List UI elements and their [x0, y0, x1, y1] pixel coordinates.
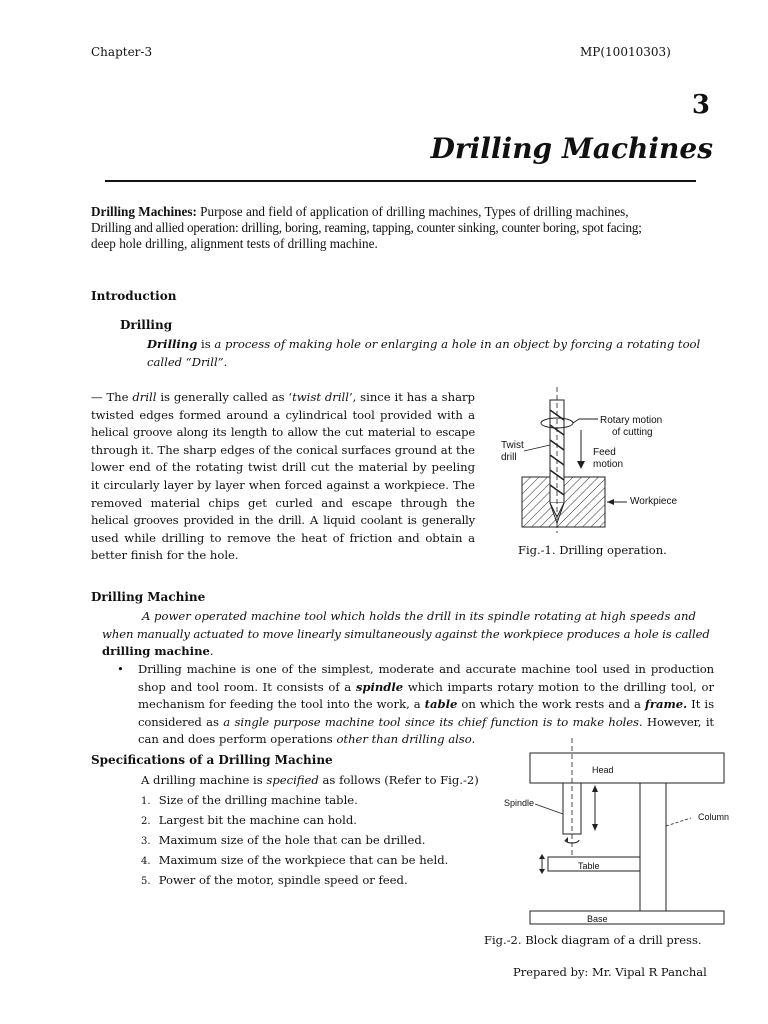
- fig1-caption: Fig.-1. Drilling operation.: [518, 543, 667, 557]
- fig1-label-twist-1: Twist: [501, 440, 524, 451]
- spec-item-text: Maximum size of the hole that can be drilled.: [158, 833, 426, 847]
- dm-def-line2: when manually actuated to move linearly simultaneously against the workpiece produces a hole is called: [102, 626, 710, 641]
- twist-drill-paragraph: [91, 389, 475, 565]
- bullet-bold: spindle: [355, 679, 404, 694]
- fig1-label-feed-1: Feed: [593, 447, 616, 458]
- para-text: ’, since it has a sharp: [348, 390, 475, 404]
- bullet-text: mechanism for feeding the tool into the work, a: [138, 697, 421, 712]
- dm-def-line1: A power operated machine tool which holds the drill in its spindle rotating at high speeds and: [142, 609, 696, 623]
- drilling-subheading: Drilling: [120, 318, 173, 332]
- spec-item: [141, 871, 448, 891]
- para-text: is generally called as ‘: [160, 390, 293, 404]
- spec-item-number: 4.: [141, 856, 151, 867]
- head-block: [530, 753, 724, 783]
- introduction-heading: Introduction: [91, 289, 177, 303]
- fig2-caption: Fig.-2. Block diagram of a drill press.: [484, 933, 702, 947]
- para-italic: drill: [132, 390, 157, 404]
- bullet-bold: table: [424, 697, 458, 712]
- spec-item: [141, 851, 448, 871]
- para-line: helical groove along its length to allow the cut material to escape: [91, 425, 475, 440]
- dm-def-end: .: [209, 644, 214, 659]
- bullet-line1: Drilling machine is one of the simplest, moderate and accurate machine tool used in production: [138, 662, 714, 676]
- fig1-label-twist-2: drill: [501, 452, 517, 463]
- column-block: [640, 783, 666, 915]
- spec-intro-italic: specified: [266, 773, 319, 787]
- spec-intro-text: as follows (Refer to Fig.-2): [322, 773, 479, 787]
- running-header-right: MP(10010303): [580, 45, 671, 59]
- para-line: used while drilling to remove the heat of friction and obtain a: [91, 530, 475, 545]
- para-line: helical grooves provided in the drill. A liquid coolant is generally: [91, 513, 475, 528]
- bullet-text: It is: [691, 697, 715, 712]
- fig1-label-rotary-1: Rotary motion: [600, 415, 663, 426]
- syllabus-line2: Drilling and allied operation: drilling, boring, reaming, tapping, counter sinking, counter boring, spot facing;: [91, 220, 642, 235]
- para-line: better finish for the hole.: [91, 548, 239, 563]
- syllabus: [91, 204, 681, 252]
- fig2-drill-press-diagram: [495, 738, 735, 930]
- specifications-intro: [141, 772, 479, 790]
- bullet-text: considered as: [138, 714, 219, 729]
- bullet-dot: •: [117, 662, 124, 676]
- drilling-machine-definition: [102, 608, 714, 661]
- prepared-by-footer: Prepared by: Mr. Vipal R Panchal: [513, 965, 707, 979]
- spec-item-text: Size of the drilling machine table.: [158, 793, 358, 807]
- specifications-list: [141, 791, 448, 891]
- bullet-text: can and does perform operations: [138, 732, 333, 747]
- chapter-title: Drilling Machines: [430, 132, 713, 165]
- spec-item: [141, 791, 448, 811]
- spec-item: [141, 811, 448, 831]
- definition-line1: a process of making hole or enlarging a hole in an object by forcing a rotating tool: [214, 337, 701, 351]
- bullet-bold: frame.: [644, 697, 688, 712]
- base-block: [530, 911, 724, 924]
- spec-intro-text: A drilling machine is: [141, 773, 263, 787]
- fig2-label-table: Table: [578, 861, 600, 871]
- para-line: lower end of the rotating twist drill cut the material by peeling: [91, 460, 475, 475]
- spec-item: [141, 831, 448, 851]
- spec-item-number: 5.: [141, 876, 151, 887]
- spec-item-number: 1.: [141, 796, 151, 807]
- chapter-number: 3: [691, 90, 710, 120]
- spec-item-text: Power of the motor, spindle speed or feed.: [158, 873, 408, 887]
- drilling-machine-bullet: [138, 661, 714, 749]
- spec-item-text: Maximum size of the workpiece that can be held.: [158, 853, 449, 867]
- bullet-text: which imparts rotary motion to the drilling tool, or: [407, 679, 714, 694]
- fig1-label-workpiece: Workpiece: [630, 496, 678, 507]
- fig1-label-feed-2: motion: [593, 459, 624, 470]
- definition-line2: called “Drill”.: [147, 354, 228, 369]
- fig2-label-base: Base: [587, 914, 608, 924]
- fig2-label-spindle: Spindle: [504, 798, 535, 808]
- syllabus-line3: deep hole drilling, alignment tests of drilling machine.: [91, 236, 378, 251]
- running-header-left: Chapter-3: [91, 45, 153, 59]
- fig1-label-rotary-2: of cutting: [612, 427, 653, 438]
- fig2-label-head: Head: [592, 765, 614, 775]
- para-line: removed material chips get curled and escape through the: [91, 495, 475, 510]
- para-line: twisted edges formed around a cylindrical tool provided with a: [91, 407, 475, 422]
- spec-item-number: 2.: [141, 816, 151, 827]
- para-line: through it. The sharp edges of the conical surfaces ground at the: [91, 442, 475, 457]
- specifications-heading: Specifications of a Drilling Machine: [91, 753, 333, 767]
- para-line: it circularly layer by layer when forced against a workpiece. The: [91, 477, 475, 492]
- spec-item-number: 3.: [141, 836, 151, 847]
- definition-is: is: [201, 337, 211, 351]
- bullet-text: However, it: [646, 714, 714, 729]
- drilling-machine-heading: Drilling Machine: [91, 590, 206, 604]
- fig2-label-column: Column: [698, 812, 730, 822]
- bullet-text: shop and tool room. It consists of a: [138, 679, 352, 694]
- definition-term: Drilling: [147, 337, 198, 351]
- bullet-text: on which the work rests and a: [461, 697, 641, 712]
- syllabus-line1: Purpose and field of application of drilling machines, Types of drilling machines,: [200, 204, 629, 219]
- spec-item-text: Largest bit the machine can hold.: [158, 813, 357, 827]
- bullet-italic: other than drilling also.: [336, 732, 476, 747]
- dm-def-term: drilling machine: [102, 644, 210, 659]
- title-rule: [105, 180, 696, 182]
- syllabus-label: Drilling Machines:: [91, 204, 197, 219]
- bullet-italic: a single purpose machine tool since its chief function is to make holes.: [223, 714, 643, 729]
- para-text: — The: [91, 390, 129, 404]
- para-italic: twist drill: [292, 390, 349, 404]
- drilling-definition: [147, 336, 707, 371]
